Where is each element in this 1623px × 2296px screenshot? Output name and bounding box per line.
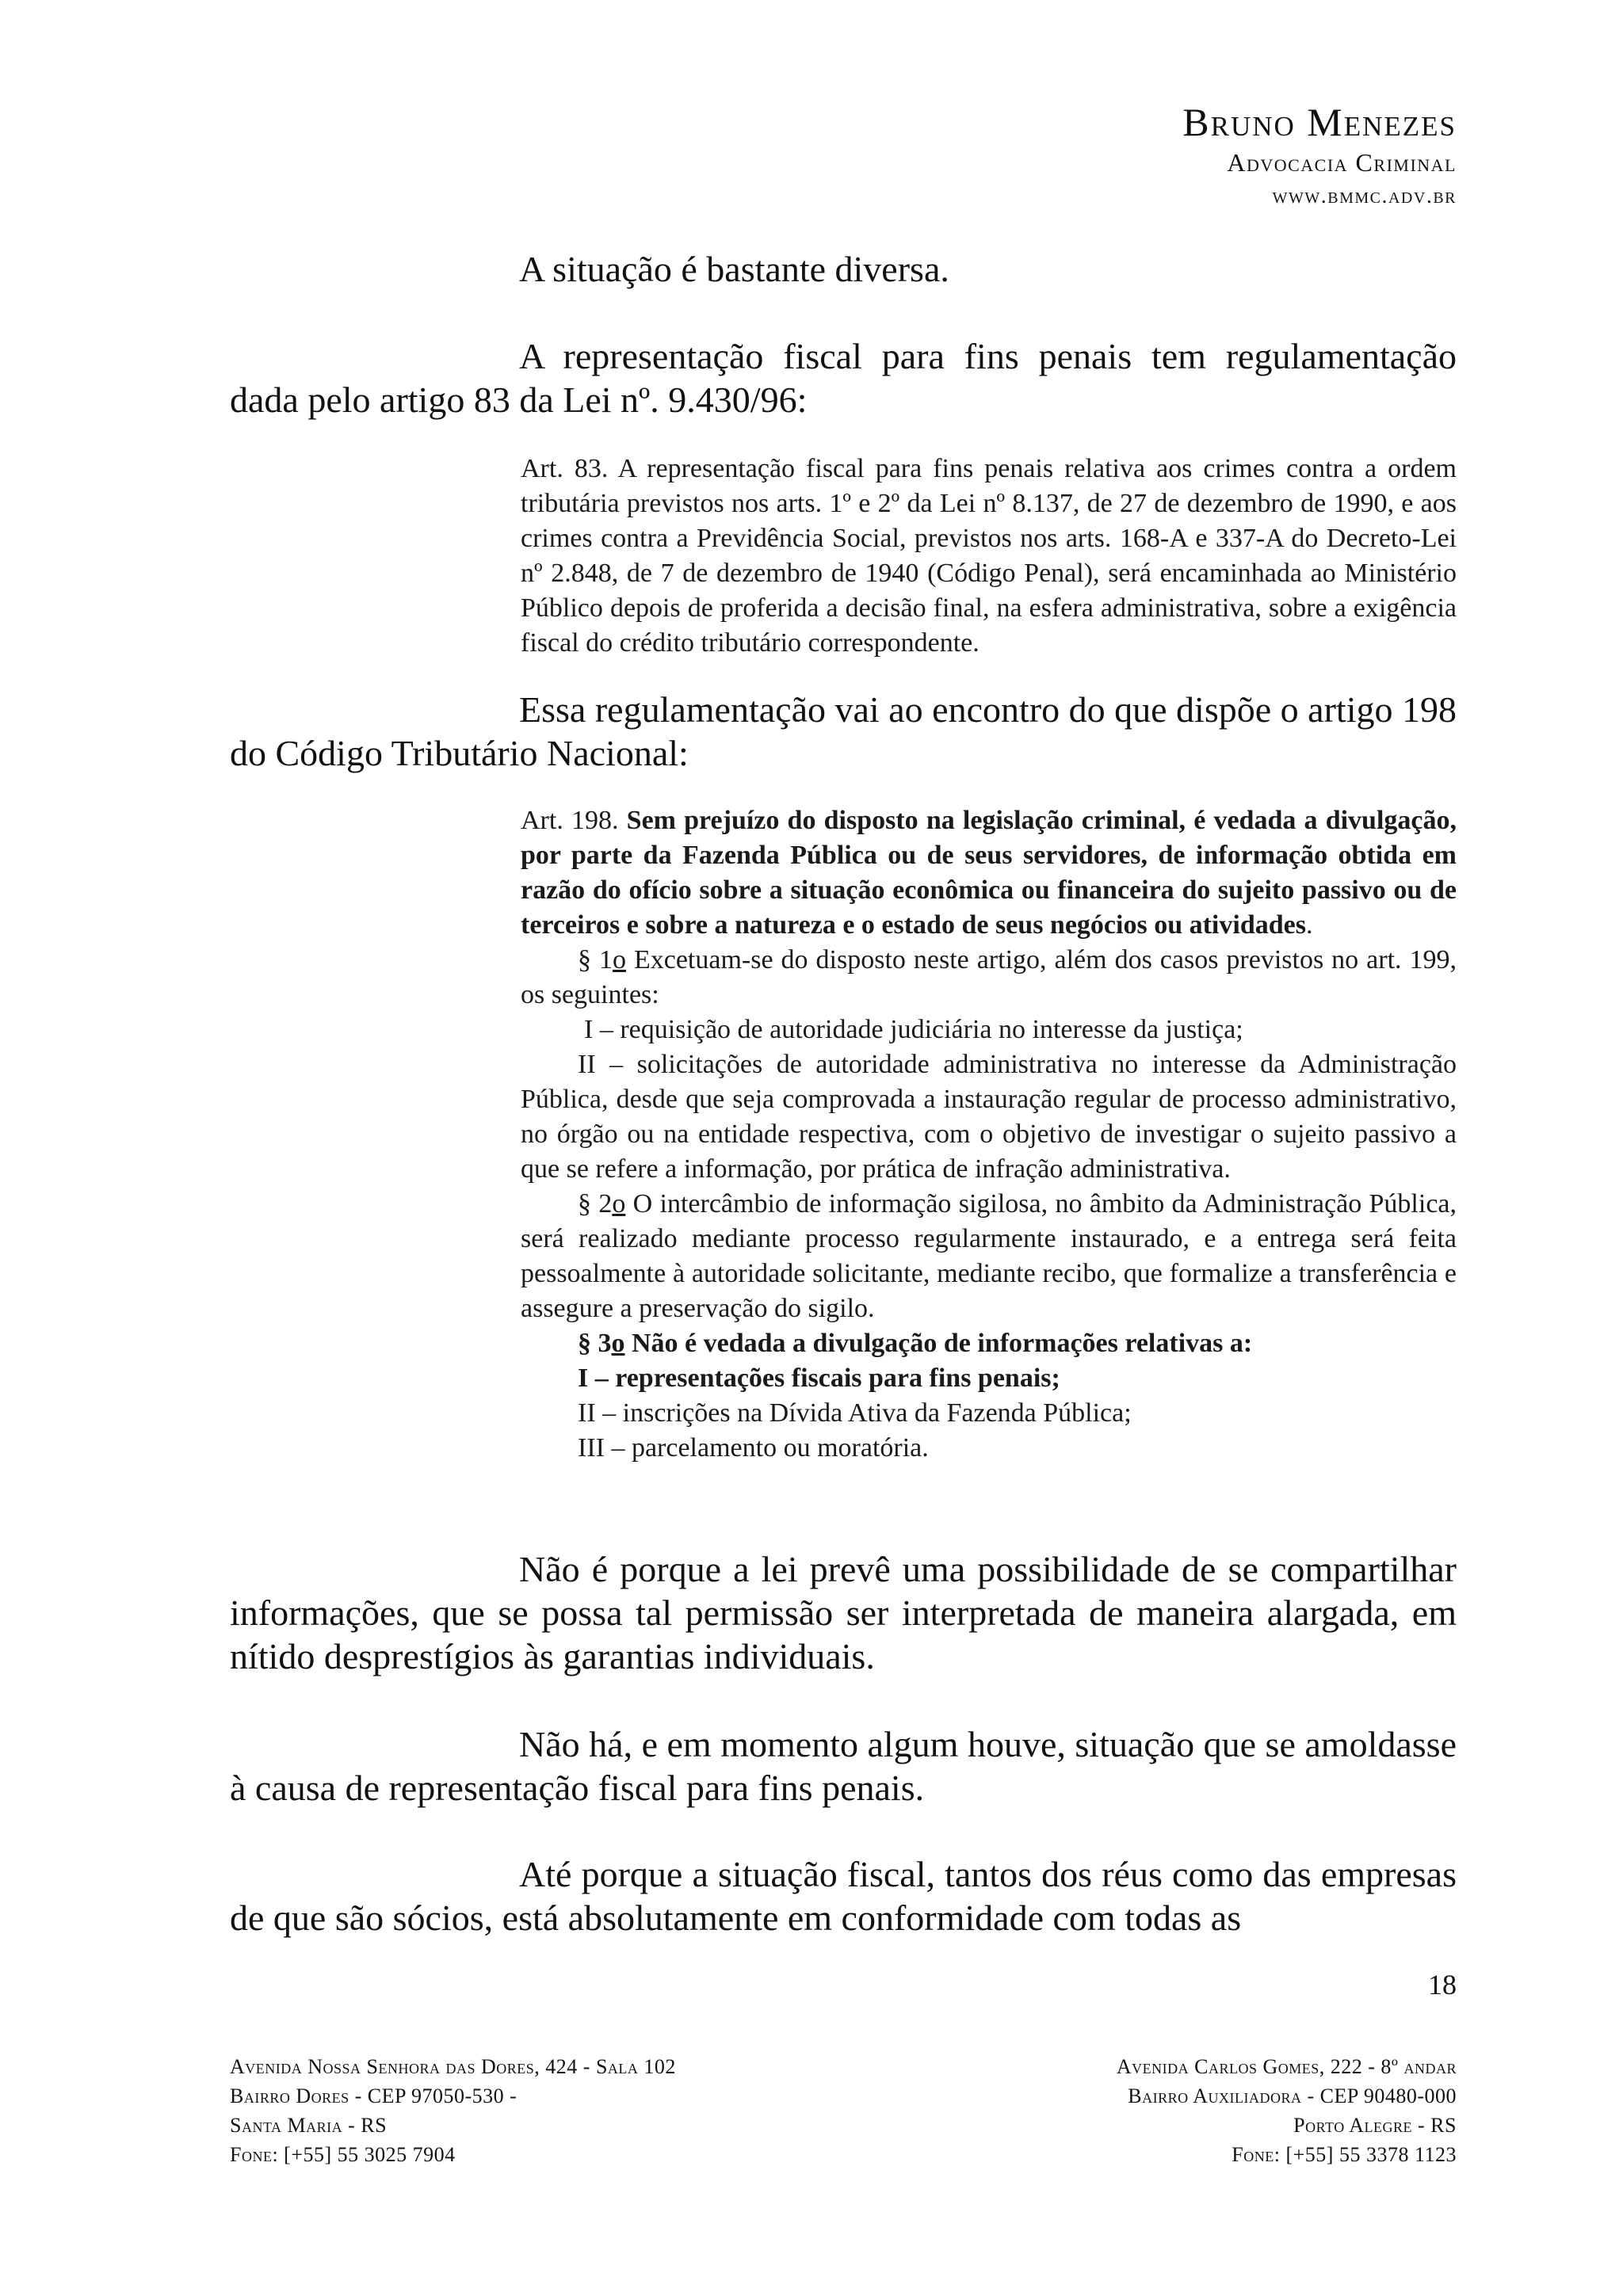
paragraph-1-container xyxy=(230,247,1457,291)
paragraph-3-container xyxy=(230,688,1457,775)
art-198-caput-end: . xyxy=(1305,910,1313,940)
par1-text: Excetuam-se do disposto neste artigo, além dos casos previstos no art. 199, os seguintes: xyxy=(521,945,1457,1009)
footer-left-line-3: Santa Maria - RS xyxy=(230,2114,388,2137)
footer-address-left xyxy=(230,2052,785,2169)
footer-left-line-1: Avenida Nossa Senhora das Dores, 424 - Sala 102 xyxy=(230,2055,676,2078)
footer-left-line-4: Fone: [+55] 55 3025 7904 xyxy=(230,2143,456,2166)
firm-website: www.bmmc.adv.br xyxy=(1272,183,1457,208)
paragraph-4: Não é porque a lei prevê uma possibilidade de se compartilhar informações, que se possa tal permissão ser interpretada de maneira alargada, em nítido desprestígios às garantias individuais. xyxy=(230,1549,1457,1676)
letterhead xyxy=(743,101,1457,209)
paragraph-3: Essa regulamentação vai ao encontro do que dispõe o artigo 198 do Código Tributário Nacional: xyxy=(230,689,1457,773)
paragraph-6-container xyxy=(230,1852,1457,1939)
art-198-label: Art. 198. xyxy=(521,806,619,835)
footer-right-line-4: Fone: [+55] 55 3378 1123 xyxy=(1232,2143,1457,2166)
footer-right-line-1: Avenida Carlos Gomes, 222 - 8º andar xyxy=(1116,2055,1457,2078)
par2-ordinal: o xyxy=(612,1189,626,1219)
art-198-par3-inciso-2: II – inscrições na Dívida Ativa da Fazenda Pública; xyxy=(578,1398,1132,1428)
footer-left-line-2: Bairro Dores - CEP 97050-530 - xyxy=(230,2084,517,2107)
par1-sign: § 1 xyxy=(578,945,613,974)
paragraph-2-container xyxy=(230,334,1457,421)
quote-art-198 xyxy=(521,803,1457,1466)
par2-text: O intercâmbio de informação sigilosa, no âmbito da Administração Pública, será realizado mediante processo regularmente instaurado, e a entrega será feita pessoalmente à autoridade solicitante, mediante recibo, que formalize a transferência e assegure a preservação do sigilo. xyxy=(521,1189,1457,1323)
quote-art-83 xyxy=(521,452,1457,661)
paragraph-1: A situação é bastante diversa. xyxy=(519,249,949,289)
quote-art-83-text: Art. 83. A representação fiscal para fins penais relativa aos crimes contra a ordem tributária previstos nos arts. 1º e 2º da Lei nº 8.137, de 27 de dezembro de 1990, e aos crimes contra a Previdência Social, previstos nos arts. 168-A e 337-A do Decreto-Lei nº 2.848, de 7 de dezembro de 1940 (Código Penal), será encaminhada ao Ministério Público depois de proferida a decisão final, na esfera administrativa, sobre a exigência fiscal do crédito tributário correspondente. xyxy=(521,454,1457,658)
art-198-caput xyxy=(521,803,1457,943)
par1-ordinal: o xyxy=(613,945,626,974)
par3-text: Não é vedada a divulgação de informações relativas a: xyxy=(624,1329,1253,1358)
paragraph-2: A representação fiscal para fins penais tem regulamentação dada pelo artigo 83 da Lei nº. 9.430/96: xyxy=(230,336,1457,420)
art-198-caput-bold: Sem prejuízo do disposto na legislação criminal, é vedada a divulgação, por parte da Fazenda Pública ou de seus servidores, de informação obtida em razão do ofício sobre a situação econômica ou financeira do sujeito passivo ou de terceiros e sobre a natureza e o estado de seus negócios ou atividades xyxy=(521,806,1457,940)
paragraph-4-container xyxy=(230,1547,1457,1678)
firm-name: Bruno Menezes xyxy=(1182,100,1457,144)
par3-sign: § 3 xyxy=(578,1329,612,1358)
art-198-par3-inciso-3: III – parcelamento ou moratória. xyxy=(578,1433,929,1463)
firm-subtitle: Advocacia Criminal xyxy=(1227,147,1457,177)
art-198-paragraph-1 xyxy=(521,943,1457,1013)
art-198-inciso-1: I – requisição de autoridade judiciária no interesse da justiça; xyxy=(584,1015,1243,1044)
page-number: 18 xyxy=(1428,1969,1457,2000)
paragraph-6: Até porque a situação fiscal, tantos dos réus como das empresas de que são sócios, está absolutamente em conformidade com todas as xyxy=(230,1854,1457,1938)
art-198-paragraph-2 xyxy=(521,1187,1457,1326)
footer-right-line-2: Bairro Auxiliadora - CEP 90480-000 xyxy=(1128,2084,1457,2107)
par2-sign: § 2 xyxy=(578,1189,613,1219)
footer-address-right xyxy=(902,2052,1457,2169)
par3-ordinal: o xyxy=(611,1329,625,1358)
art-198-par3-inciso-1: I – representações fiscais para fins penais; xyxy=(578,1363,1060,1393)
footer-right-line-3: Porto Alegre - RS xyxy=(1293,2114,1457,2137)
paragraph-5-container xyxy=(230,1722,1457,1810)
art-198-paragraph-3 xyxy=(521,1326,1457,1361)
art-198-inciso-2: II – solicitações de autoridade administrativa no interesse da Administração Pública, desde que seja comprovada a instauração regular de processo administrativo, no órgão ou na entidade respectiva, com o objetivo de investigar o sujeito passivo a que se refere a informação, por prática de infração administrativa. xyxy=(521,1050,1457,1184)
paragraph-5: Não há, e em momento algum houve, situação que se amoldasse à causa de representação fiscal para fins penais. xyxy=(230,1724,1457,1808)
